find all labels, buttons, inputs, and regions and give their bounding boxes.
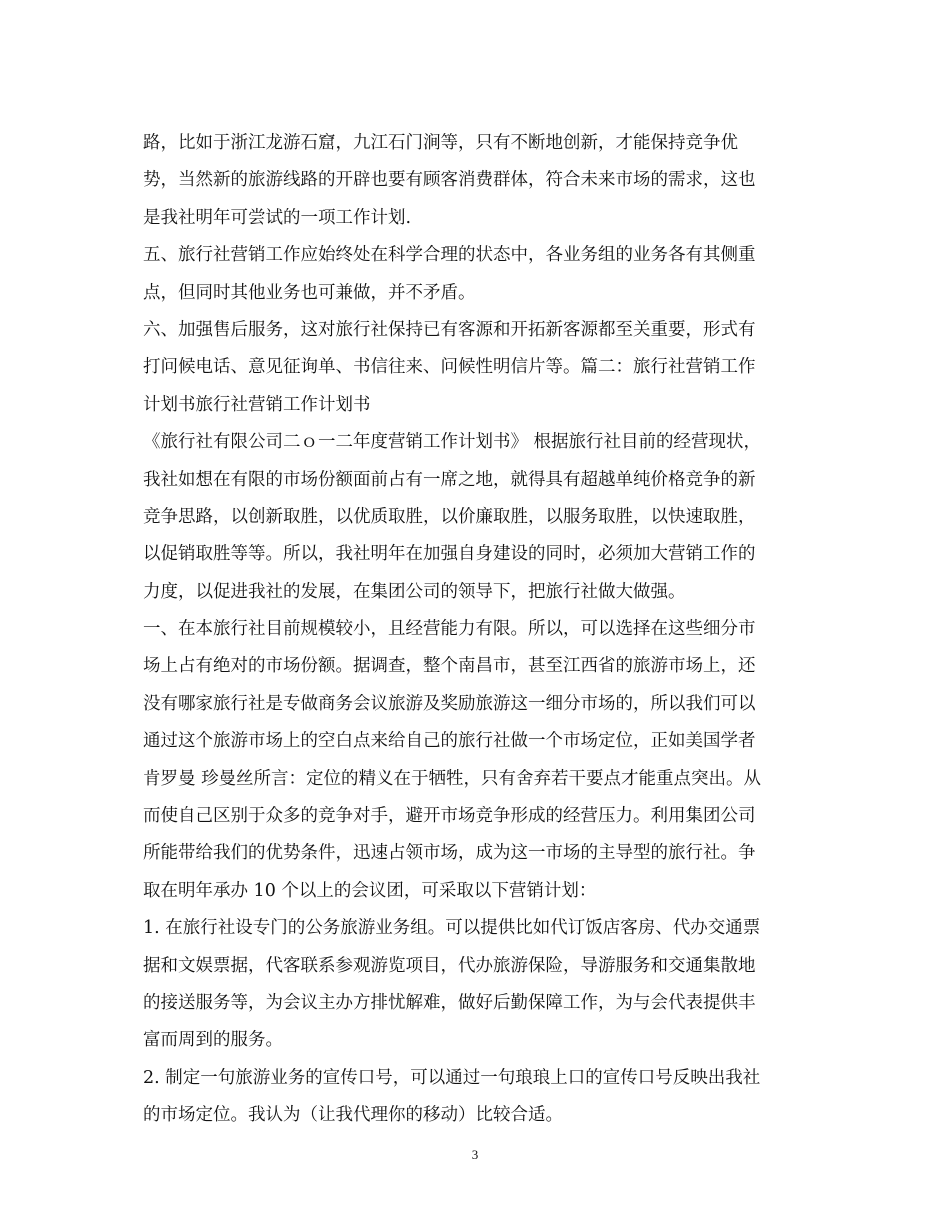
text-line: 富而周到的服务。 bbox=[143, 1030, 283, 1051]
text-line: 取在明年承办 10 个以上的会议团，可采取以下营销计划： bbox=[143, 880, 597, 901]
text-line: 力度，以促进我社的发展，在集团公司的领导下，把旅行社做大做强。 bbox=[143, 581, 686, 602]
text-line: 一、在本旅行社目前规模较小，且经营能力有限。所以，可以选择在这些细分市 bbox=[143, 619, 756, 640]
text-line: 而使自己区别于众多的竞争对手，避开市场竞争形成的经营压力。利用集团公司 bbox=[143, 806, 756, 827]
page-number: 3 bbox=[471, 1147, 479, 1162]
text-line: 以促销取胜等等。所以，我社明年在加强自身建设的同时，必须加大营销工作的 bbox=[143, 544, 756, 565]
text-line: 是我社明年可尝试的一项工作计划. bbox=[143, 207, 412, 228]
text-line: 六、加强售后服务，这对旅行社保持已有客源和开拓新客源都至关重要，形式有 bbox=[143, 319, 756, 340]
text-line: 的接送服务等，为会议主办方排忧解难，做好后勤保障工作，为与会代表提供丰 bbox=[143, 992, 756, 1013]
text-line: 通过这个旅游市场上的空白点来给自己的旅行社做一个市场定位，正如美国学者 bbox=[143, 731, 756, 752]
text-line: 据和文娱票据，代客联系参观游览项目，代办旅游保险，导游服务和交通集散地 bbox=[143, 955, 756, 976]
text-line: 2. 制定一句旅游业务的宣传口号，可以通过一句琅琅上口的宣传口号反映出我社 bbox=[143, 1067, 761, 1088]
text-line: 计划书旅行社营销工作计划书 bbox=[143, 394, 371, 415]
text-line: 打问候电话、意见征询单、书信往来、问候性明信片等。篇二：旅行社营销工作 bbox=[143, 357, 756, 378]
text-line: 没有哪家旅行社是专做商务会议旅游及奖励旅游这一细分市场的，所以我们可以 bbox=[143, 693, 756, 714]
text-line: 点，但同时其他业务也可兼做，并不矛盾。 bbox=[143, 282, 476, 303]
text-line: 《旅行社有限公司二ｏ一二年度营销工作计划书》 根据旅行社目前的经营现状， bbox=[143, 432, 762, 453]
text-line: 肯罗曼 珍曼丝所言：定位的精义在于牺牲，只有舍弃若干要点才能重点突出。从 bbox=[143, 768, 762, 789]
body-text bbox=[143, 125, 807, 1135]
text-line: 的市场定位。我认为（让我代理你的移动）比较合适。 bbox=[143, 1105, 563, 1126]
text-line: 竞争思路，以创新取胜，以优质取胜，以价廉取胜，以服务取胜，以快速取胜， bbox=[143, 506, 756, 527]
text-line: 所能带给我们的优势条件，迅速占领市场，成为这一市场的主导型的旅行社。争 bbox=[143, 843, 756, 864]
text-line: 1. 在旅行社设专门的公务旅游业务组。可以提供比如代订饭店客房、代办交通票 bbox=[143, 918, 761, 939]
text-line: 我社如想在有限的市场份额面前占有一席之地，就得具有超越单纯价格竞争的新 bbox=[143, 469, 756, 490]
text-line: 五、旅行社营销工作应始终处在科学合理的状态中，各业务组的业务各有其侧重 bbox=[143, 245, 756, 266]
text-line: 势，当然新的旅游线路的开辟也要有顾客消费群体，符合未来市场的需求，这也 bbox=[143, 170, 756, 191]
text-line: 场上占有绝对的市场份额。据调查，整个南昌市，甚至江西省的旅游市场上，还 bbox=[143, 656, 756, 677]
text-line: 路，比如于浙江龙游石窟，九江石门涧等，只有不断地创新，才能保持竞争优 bbox=[143, 133, 738, 153]
